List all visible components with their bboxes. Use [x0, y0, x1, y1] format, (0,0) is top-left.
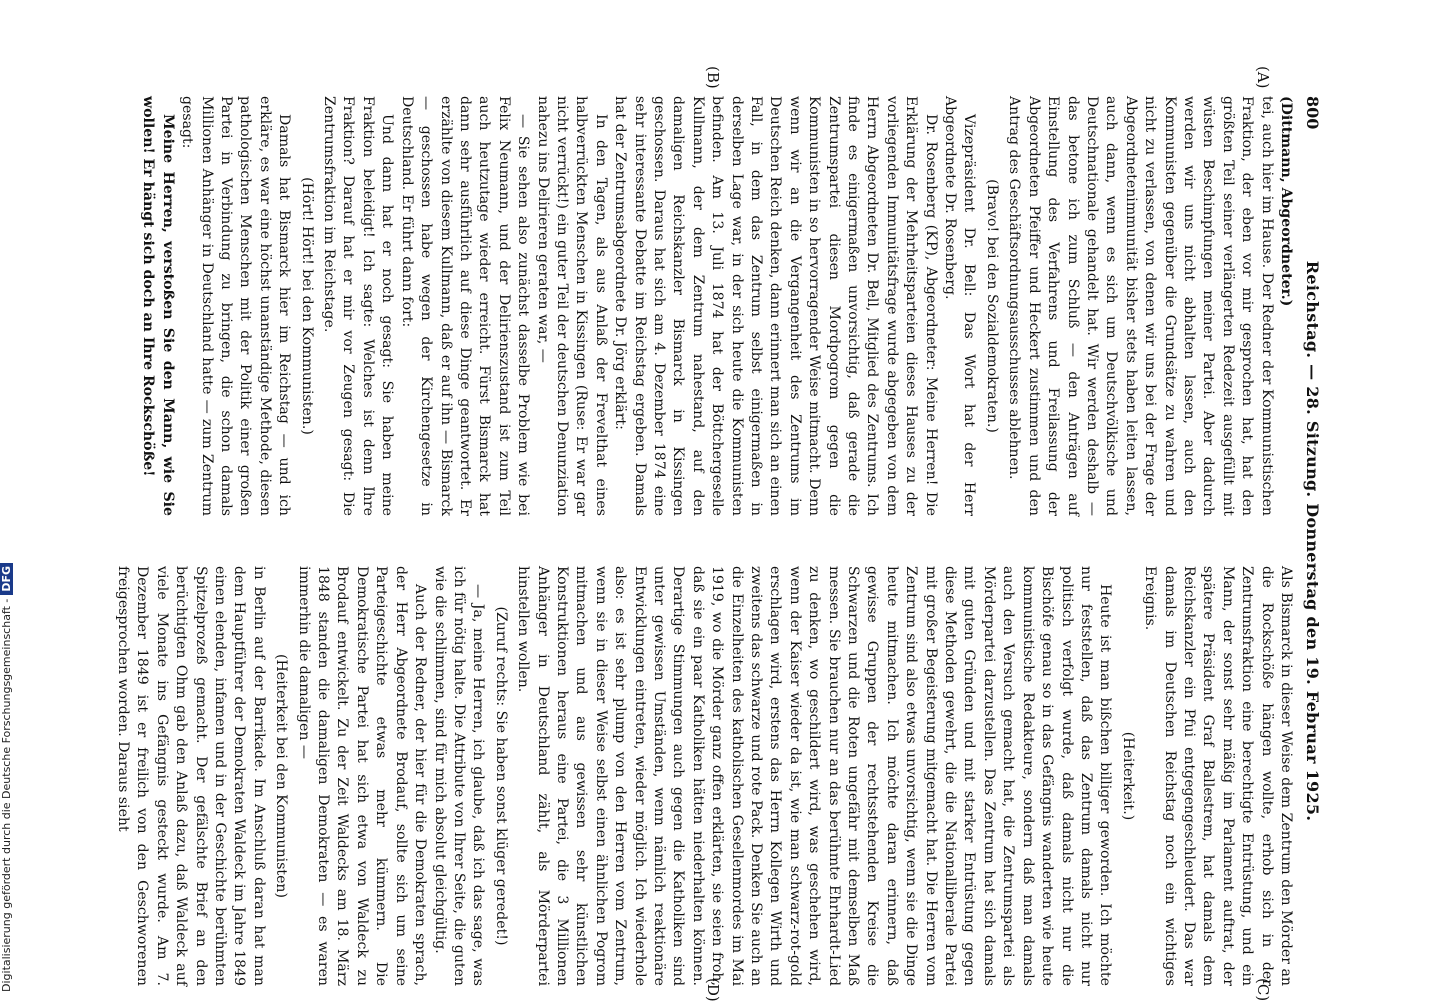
paragraph: — Sie sehen also zunächst dasselbe Problem wie bei Felix Neumann, und der Delirienszustand ist zum Teil auch heutzutage wieder erreicht. Fürst Bismarck hat dann sehr ausführlich auf diese Dinge geantwortet. Er erzählte von diesem Kullmann, daß er auf ihn — Bismarck — geschossen habe wegen der Kirchengesetze in Deutschland. Er führt dann fort: [398, 96, 532, 516]
footer-text: Digitalisierung gefördert durch die Deutsche Forschungsgemeinschaft - [0, 598, 13, 992]
speaker-continuation: (Dittmann, Abgeordneter.) [1278, 96, 1294, 307]
paragraph: Damals hat Bismarck hier im Reichstag — und ich erkläre, es war eine höchst unanständige Methode, diesen pathologischen Menschen mit der Politik einer großen Partei in Verbindung zu bringen, die schon damals Millionen Anhänger in Deutschland hatte — zum Zentrum gesagt: [179, 96, 293, 516]
paragraph: Dr. Rosenberg (KP), Abgeordneter: Meine Herren! Die Erklärung der Mehrheitsparteien dieses Hauses zu der vorliegenden Immunitätsfrage wurde abgegeben von dem Herrn Abgeordneten Dr. Bell, Mitglied des Zentrums. Ich finde es einigermaßen unvorsichtig, daß gerade die Zentrumspartei diesen Mordpogrom gegen die Kommunisten in so hervorragender Weise mitmacht. Denn wenn wir an die Vergangenheit des Zentrums im Deutschen Reich denken, dann erinnert man sich an einen Fall, in dem das Zentrum selbst einigermaßen in derselben Lage war, in der sich heute die Kommunisten befinden. Am 13. Juli 1874 hat der Böttchergeselle Kullmann, der dem Zentrum nahestand, auf den damaligen Reichskanzler Bismarck in Kissingen geschossen. Daraus hat sich am 4. Dezember 1874 eine sehr interessante Debatte im Reichstag ergeben. Damals hat der Zentrumsabgeordnete Dr. Jörg erklärt: [612, 96, 939, 516]
page-header [1298, 96, 1322, 986]
paragraph: in Berlin auf der Barrikade. Im Anschluß daran hat man dem Hauptführer der Demokraten Waldeck im Jahre 1849 einen elenden, infamen und in der Geschichte berühmten Spitzelprozeß gemacht. Der gefälschte Brief an den berüchtigten Ohm gab den Anlaß dazu, daß Waldeck auf viele Monate ins Gefängnis gesteckt wurde. Am 7. Dezember 1849 ist er freilich von den Geschworenen freigesprochen worden. Daraus sieht [115, 566, 267, 986]
left-column [130, 96, 1295, 516]
quotation: Meine Herren, verstoßen Sie den Mann, wie Sie wollen! Er hängt sich doch an Ihre Rockschöße! [140, 96, 176, 516]
paragraph: — Ja, meine Herren, ich glaube, daß ich das sage, was ich für nötig halte. Die Attribute von Ihrer Seite, die guten wie die schlimmen, sind für mich absolut gleichgültig. [431, 566, 487, 986]
page-title: Reichstag. — 28. Sitzung. Donnerstag den 19. Februar 1925. [1303, 260, 1322, 822]
interjection: (Hört! Hört! bei den Kommunisten.) [298, 177, 315, 435]
quotation: In den Tagen, als aus Anlaß der Frevelthat eines halbverrückten Menschen in Kissingen (Ruse: Er war gar nicht verrückt!) ein guter Teil der deutschen Denunziation nahezu ins Delirieren geraten war, — [534, 96, 609, 516]
dfg-logo: DFG [0, 563, 13, 595]
paragraph: Als Bismarck in dieser Weise dem Zentrum den Mörder an die Rockschöße hängen wollte, erhob sich in der Zentrumsfraktion eine berechtigte Entrüstung, und ein Mann, der sonst sehr mäßig im Parlament auftrat, der spätere Präsident Graf Ballestrem, hat damals dem Reichskanzler ein Pfui entgegengeschleudert. Das war damals im Deutschen Reichstag noch ein wichtiges Ereignis. [1142, 566, 1294, 986]
right-column [115, 566, 1295, 986]
quotation: Und dann hat er noch gesagt: Sie haben meine Fraktion beleidigt! Ich sagte: Welches ist denn Ihre Fraktion? Darauf hat er mir vor Zeugen gesagt: Die Zentrumsfraktion im Reichstage. [321, 96, 396, 516]
margin-mark-d: (D) [704, 978, 722, 1002]
paragraph: Heute ist man bißchen billiger geworden. Ich möchte nur feststellen, daß das Zentrum damals nicht nur politisch verfolgt wurde, daß damals nicht nur die Bischöfe genau so in das Gefängnis wanderten wie heute kommunistische Redakteure, sondern daß man damals auch den Versuch gemacht hat, die Zentrumspartei als Mörderpartei darzustellen. Das Zentrum hat sich damals mit guten Gründen und mit starker Entrüstung gegen diese Methoden gewehrt, die die Nationalliberale Partei mit großer Begeisterung mitgemacht hat. Die Herren vom Zentrum sind also etwas unvorsichtig, wenn sie die Dinge heute mitmachen. Ich möchte daran erinnern, daß gewisse Gruppen der rechtsstehenden Kreise die Schwarzen und die Roten ungefähr mit demselben Maß messen. Sie brauchen nur an das berühmte Ehrhardt-Lied zu denken, wo geschildert wird, was geschehen wird, wenn der Kaiser wieder da ist, wie man schwarz-rot-gold erschlagen wird, erstens das Herrn Kollegen Wirth und zweitens das schwarze und rote Pack. Denken Sie auch an die Einzelheiten des katholischen Gesellenmordes im Mai 1919, wo die Mörder ganz offen erklärten, sie seien froh, daß sie ein paar Katholiken hätten niederhalten können. Derartige Stimmungen auch gegen die Katholiken sind unter gewissen Umständen, wenn nämlich reaktionäre Entwicklungen eintreten, wieder möglich. Ich wiederhole also: es ist sehr plump von den Herren vom Zentrum, wenn sie in dieser Weise selbst einen ähnlichen Pogrom mitmachen und aus gewissen sehr künstlichen Konstruktionen heraus eine Partei, die 3 Millionen Anhänger in Deutschland zählt, als Mörderpartei hinstellen wollen. [515, 566, 1114, 986]
rotated-page [115, 66, 1322, 1002]
paragraph: Vizepräsident Dr. Bell: Das Wort hat der Herr Abgeordnete Dr. Rosenberg. [942, 96, 978, 516]
interjection: (Bravo! bei den Sozialdemokraten.) [983, 179, 1000, 433]
paragraph: tei, auch hier im Hause. Der Redner der Kommunistischen Fraktion, der eben vor mir gesprochen hat, hat den größten Teil seiner verlängerten Redezeit ausgefüllt mit wüsten Beschimpfungen meiner Partei. Aber dadurch werden wir uns nicht abhalten lassen, auch den Kommunisten gegenüber die Grundsätze zu wahren und nicht zu verlassen, von denen wir uns bei der Frage der Abgeordnetenimmunität bisher stets haben leiten lassen, auch dann, wenn es sich um Deutschvölkische und Deutschnationale gehandelt hat. Wir werden deshalb — das betone ich zum Schluß — den Anträgen auf Einstellung des Verfahrens und Freilassung der Abgeordneten Pfeiffer und Heckert zustimmen und den Antrag des Geschäftsordnungsausschusses ablehnen. [1006, 96, 1275, 516]
interjection: (Zuruf rechts: Sie haben sonst klüger geredet!) [492, 606, 509, 946]
digitization-footer [0, 565, 13, 992]
margin-mark-b: (B) [704, 66, 722, 89]
paragraph: Auch der Redner, der hier für die Demokraten sprach, der Herr Abgeordnete Brodauf, sollte sich um seine Parteigeschichte etwas mehr kümmern. Die Demokratische Partei hat sich etwa von Waldeck zu Brodauf entwickelt. Zu der Zeit Waldecks am 18. März 1848 standen die damaligen Demokraten — es waren immerhin die damaligen — [295, 566, 429, 986]
margin-mark-a: (A) [1254, 66, 1272, 89]
interjection: (Heiterkeit.) [1119, 731, 1136, 821]
interjection: (Heiterkeit bei den Kommunisten) [273, 653, 290, 899]
margin-mark-c: (C) [1254, 978, 1272, 1002]
page-number: 800 [1303, 96, 1322, 130]
